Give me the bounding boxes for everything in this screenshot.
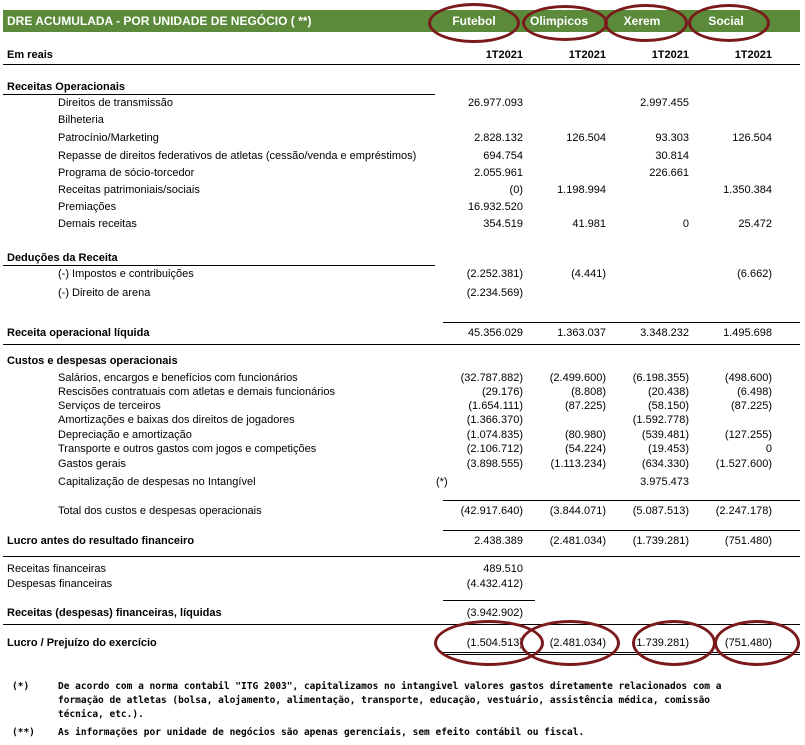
row-value: (5.087.513) [632,505,689,517]
row-value: (1.074.835) [466,429,523,441]
row-value: (2.106.712) [466,443,523,455]
row-value: 2.438.389 [474,535,523,547]
row-value: (634.330) [641,458,689,470]
row-value: (58.150) [648,400,689,412]
row-value: (32.787.882) [460,372,523,384]
row-label: Programa de sócio-torcedor [58,167,195,179]
row-label: Receita operacional líquida [7,327,150,339]
row-label: Bilheteria [58,114,104,126]
divider [3,344,800,345]
divider [443,600,535,601]
highlight-circle [428,3,520,43]
row-value: (80.980) [565,429,606,441]
row-value: (19.453) [648,443,689,455]
unit-futebol: Futebol [452,14,496,28]
highlight-circle [688,4,770,42]
row-value: 1.495.698 [723,327,772,339]
row-label: (-) Impostos e contribuições [58,268,194,280]
row-value: (1.739.281) [632,535,689,547]
period-label: 1T2021 [485,49,523,61]
highlight-circle [604,4,688,42]
row-label: Total dos custos e despesas operacionais [58,505,262,517]
unit-xerem: Xerem [623,14,661,28]
row-value: 25.472 [738,218,772,230]
row-value: (8.808) [571,386,606,398]
row-value: (29.176) [482,386,523,398]
row-value: (1.113.234) [550,458,606,470]
row-value: 3.975.473 [640,476,689,488]
row-value: (20.438) [648,386,689,398]
row-value: (498.600) [724,372,772,384]
row-label: Receitas financeiras [7,563,107,575]
divider [3,265,435,266]
row-label: Despesas financeiras [7,578,113,590]
highlight-circle [522,5,608,41]
row-value: 0 [682,218,689,230]
row-value: (6.498) [737,386,772,398]
row-value: (4.441) [571,268,606,280]
row-label: Gastos gerais [58,458,126,470]
row-value: 1.350.384 [723,184,772,196]
row-value: (2.252.381) [466,268,523,280]
unit-olimpicos: Olimpicos [529,14,588,28]
divider [443,530,800,531]
row-value: (1.592.778) [632,414,689,426]
row-value: (6.198.355) [632,372,689,384]
row-value: (2.499.600) [549,372,606,384]
section-custos: Custos e despesas operacionais [7,355,178,367]
footnote-text: formação de atletas (bolsa, alojamento, alimentação, transporte, educação, vestuário, assistência médica, comissão [58,695,711,706]
row-label: Demais receitas [58,218,137,230]
row-value: (1.504.513) [466,637,523,649]
row-value: 3.348.232 [640,327,689,339]
footnote-text: As informações por unidade de negócios são apenas gerenciais, sem efeito contábil ou fiscal. [58,727,585,738]
row-value: (751.480) [724,637,772,649]
row-value: (87.225) [565,400,606,412]
row-value: 1.363.037 [557,327,606,339]
row-value: 1.198.994 [557,184,606,196]
row-label: Salários, encargos e benefícios com funcionários [58,372,298,384]
row-value: 226.661 [649,167,689,179]
highlight-circle [714,620,800,666]
footnote-text: técnica, etc.). [58,709,144,720]
row-label: Transporte e outros gastos com jogos e competições [58,443,317,455]
row-value: 26.977.093 [467,97,523,109]
divider [3,94,435,95]
row-value: 489.510 [483,563,523,575]
row-value: 354.519 [483,218,523,230]
row-label: Rescisões contratuais com atletas e demais funcionários [58,386,335,398]
row-value: (2.481.034) [549,535,606,547]
row-label: Capitalização de despesas no Intangível [58,476,256,488]
asterisk-mark: (*) [436,476,448,488]
row-label: (-) Direito de arena [58,287,151,299]
row-value: 126.504 [566,132,606,144]
highlight-circle [632,620,716,666]
row-label: Receitas (despesas) financeiras, líquidas [7,607,222,619]
row-value: 0 [765,443,772,455]
row-value: 126.504 [732,132,772,144]
row-value: (1.739.281) [632,637,689,649]
period-label: 1T2021 [568,49,606,61]
divider [443,322,800,323]
row-value: (3.942.902) [466,607,523,619]
period-label: 1T2021 [734,49,772,61]
divider [3,64,800,65]
row-value: (2.247.178) [715,505,772,517]
row-label: Patrocínio/Marketing [58,132,159,144]
row-value: (2.234.569) [466,287,523,299]
row-value: 2.055.961 [474,167,523,179]
row-value: (127.255) [724,429,772,441]
row-value: (6.662) [737,268,772,280]
row-value: (1.654.111) [468,400,523,412]
row-value: 16.932.520 [467,201,523,213]
highlight-circle [520,620,620,666]
row-value: (1.527.600) [715,458,772,470]
row-value: 45.356.029 [467,327,523,339]
row-value: (4.432.412) [466,578,523,590]
row-label: Receitas patrimoniais/sociais [58,184,200,196]
row-label: Serviços de terceiros [58,400,161,412]
row-value: (3.844.071) [549,505,606,517]
row-value: 2.828.132 [474,132,523,144]
row-value: (539.481) [641,429,689,441]
row-value: 694.754 [483,150,523,162]
row-label: Depreciação e amortização [58,429,192,441]
row-value: (751.480) [724,535,772,547]
row-value: 2.997.455 [640,97,689,109]
row-label: Direitos de transmissão [58,97,173,109]
footnote-mark: (*) [12,681,30,692]
section-receitas: Receitas Operacionais [7,81,126,93]
row-label: Amortizações e baixas dos direitos de jogadores [58,414,295,426]
period-label: 1T2021 [651,49,689,61]
unit-social: Social [708,14,744,28]
row-label: Lucro antes do resultado financeiro [7,535,195,547]
row-label: Premiações [58,201,117,213]
row-label: Repasse de direitos federativos de atletas (cessão/venda e empréstimos) [58,150,417,162]
row-value: (2.481.034) [549,637,606,649]
row-value: (3.898.555) [466,458,523,470]
divider [3,556,800,557]
row-value: (54.224) [565,443,606,455]
footnote-mark: (**) [12,727,35,738]
row-value: (87.225) [731,400,772,412]
row-value: 93.303 [655,132,689,144]
divider [443,500,800,501]
row-value: (0) [509,184,523,196]
row-value: (1.366.370) [466,414,523,426]
footnote-text: De acordo com a norma contabil "ITG 2003", capitalizamos no intangivel valores gastos diretamente relacionados com a [58,681,722,692]
row-value: 41.981 [572,218,606,230]
row-label: Lucro / Prejuízo do exercício [7,637,157,649]
em-reais-label: Em reais [7,49,53,61]
row-value: (42.917.640) [460,505,523,517]
row-value: 30.814 [655,150,689,162]
report-title: DRE ACUMULADA - POR UNIDADE DE NEGÓCIO ( **) [7,14,312,28]
section-deducoes: Deduções da Receita [7,252,118,264]
